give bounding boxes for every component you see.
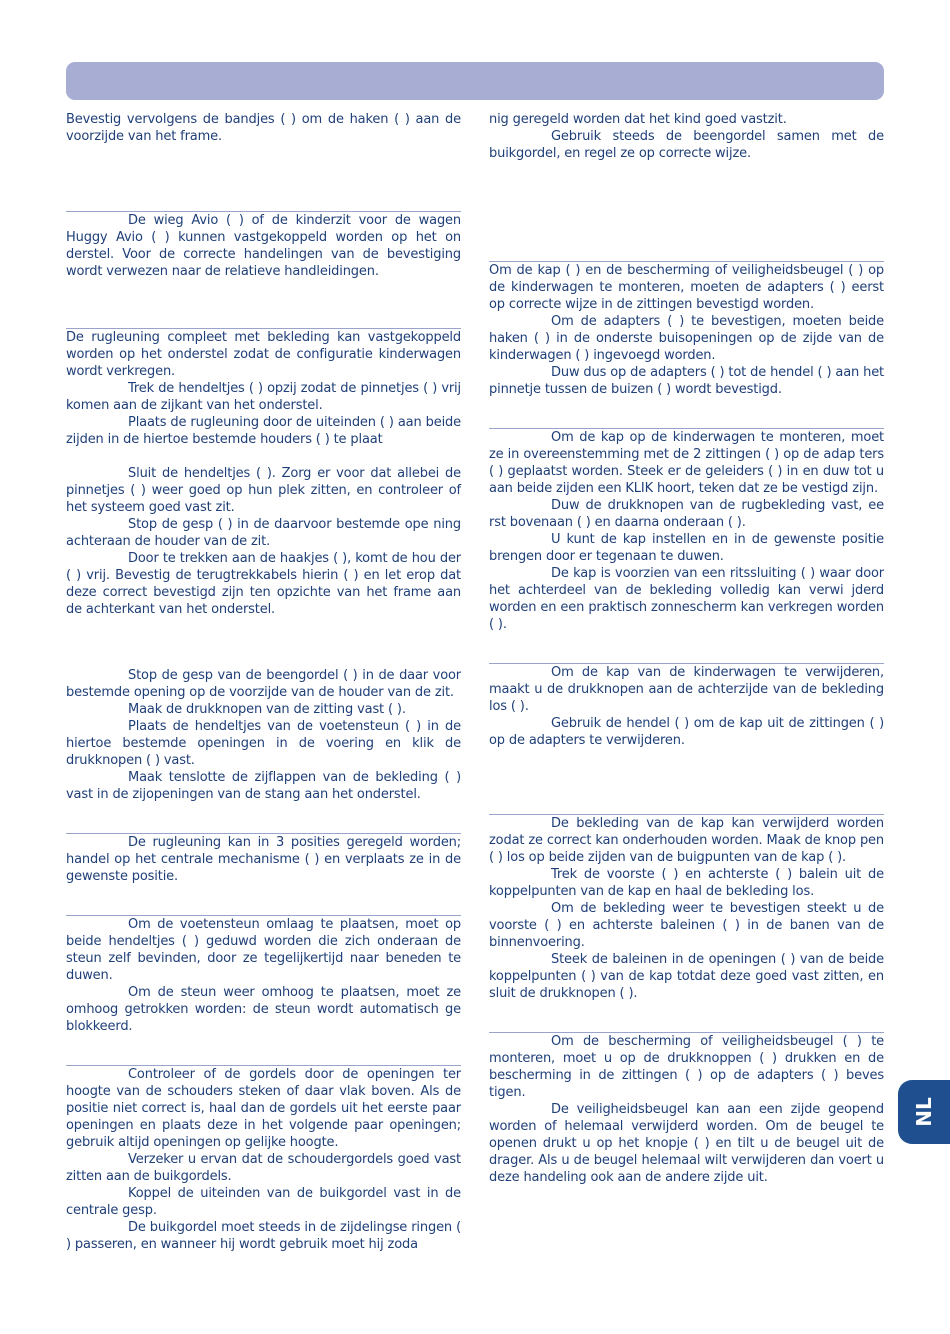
paragraph: Om de adapters ( ) te bevestigen, moeten beide haken ( ) in de onderste buisopeningen op de zijde van de kinderwagen ( ) ingevoegd worden. bbox=[489, 314, 884, 363]
paragraph: Om de bescherming of veiligheidsbeugel ( ) te monteren, moet u op de drukknoppen ( ) drukken en de bescherming in de zittingen ( ) op de adapters ( ) beves tigen. bbox=[489, 1034, 884, 1100]
paragraph: Controleer of de gordels door de openingen ter hoogte van de schouders steken of daar vlak boven. Als de positie niet correct is, haal dan de gordels uit het eerste paar openingen en plaats deze in het volgende paar openingen; gebruik altijd openingen op gelijke hoogte. bbox=[66, 1067, 461, 1150]
paragraph: Steek de baleinen in de openingen ( ) van de beide koppelpunten ( ) van de kap totdat deze goed vast zitten, en sluit de drukknopen ( ). bbox=[489, 952, 884, 1001]
language-tab bbox=[898, 1080, 950, 1144]
paragraph: Koppel de uiteinden van de buikgordel vast in de centrale gesp. bbox=[66, 1186, 461, 1218]
paragraph: Om de kap van de kinderwagen te verwijderen, maakt u de drukknopen aan de achterzijde van de bekleding los ( ). bbox=[489, 665, 884, 714]
paragraph: Duw de drukknopen van de rugbekleding vast, ee rst bovenaan ( ) en daarna onderaan ( ). bbox=[489, 498, 884, 530]
header-bar bbox=[66, 62, 884, 100]
paragraph: Gebruik steeds de beengordel samen met de buikgordel, en regel ze op correcte wijze. bbox=[489, 129, 884, 161]
paragraph: Om de bekleding weer te bevestigen steekt u de voorste ( ) en achterste baleinen ( ) in de banen van de binnenvoering. bbox=[489, 901, 884, 950]
paragraph: Gebruik de hendel ( ) om de kap uit de zittingen ( ) op de adapters te verwijderen. bbox=[489, 716, 884, 748]
paragraph: Sluit de hendeltjes ( ). Zorg er voor dat allebei de pinnetjes ( ) weer goed op hun plek zitten, en controleer of het systeem goed vast zit. bbox=[66, 466, 461, 515]
paragraph: Maak tenslotte de zijflappen van de bekleding ( ) vast in de zijopeningen van de stang aan het onderstel. bbox=[66, 770, 461, 802]
left-column bbox=[66, 111, 461, 1253]
paragraph: Om de voetensteun omlaag te plaatsen, moet op beide hendeltjes ( ) geduwd worden die zich onderaan de steun zelf bevinden, door ze tegelijkertijd naar beneden te duwen. bbox=[66, 917, 461, 983]
language-tab-label: NL bbox=[912, 1097, 936, 1127]
paragraph: Plaats de rugleuning door de uiteinden ( ) aan beide zijden in de hiertoe bestemde houders ( ) te plaat bbox=[66, 415, 461, 447]
paragraph: Door te trekken aan de haakjes ( ), komt de hou der ( ) vrij. Bevestig de terugtrekkabels hierin ( ) en let erop dat deze correct bevestigd zijn ten opzichte van het frame aan de achterkant van het onderstel. bbox=[66, 551, 461, 617]
paragraph: De rugleuning compleet met bekleding kan vastgekoppeld worden op het onderstel zodat de configuratie kinderwagen wordt verkregen. bbox=[66, 330, 461, 379]
paragraph: Om de kap ( ) en de bescherming of veiligheidsbeugel ( ) op de kinderwagen te monteren, moeten de adapters ( ) eerst op correcte wijze in de zittingen bevestigd worden. bbox=[489, 263, 884, 312]
paragraph: Trek de voorste ( ) en achterste ( ) balein uit de koppelpunten van de kap en haal de bekleding los. bbox=[489, 867, 884, 899]
paragraph: Verzeker u ervan dat de schoudergordels goed vast zitten aan de buikgordels. bbox=[66, 1152, 461, 1184]
paragraph: Bevestig vervolgens de bandjes ( ) om de haken ( ) aan de voorzijde van het frame. bbox=[66, 112, 461, 144]
paragraph: Trek de hendeltjes ( ) opzij zodat de pinnetjes ( ) vrij komen aan de zijkant van het onderstel. bbox=[66, 381, 461, 413]
paragraph: De rugleuning kan in 3 posities geregeld worden; handel op het centrale mechanisme ( ) en verplaats ze in de gewenste positie. bbox=[66, 835, 461, 884]
paragraph: De bekleding van de kap kan verwijderd worden zodat ze correct kan onderhouden worden. Maak de knop pen ( ) los op beide zijden van de buigpunten van de kap ( ). bbox=[489, 816, 884, 865]
paragraph: De veiligheidsbeugel kan aan een zijde geopend worden of helemaal verwijderd worden. Om de beugel te openen drukt u op het knopje ( ) en tilt u de beugel uit de drager. Als u de beugel helemaal wilt verwijderen dan voert u deze handeling ook aan de andere zijde uit. bbox=[489, 1102, 884, 1185]
paragraph: nig geregeld worden dat het kind goed vastzit. bbox=[489, 112, 787, 127]
paragraph: Stop de gesp ( ) in de daarvoor bestemde ope ning achteraan de houder van de zit. bbox=[66, 517, 461, 549]
paragraph: Plaats de hendeltjes van de voetensteun ( ) in de hiertoe bestemde openingen in de voering en klik de drukknopen ( ) vast. bbox=[66, 719, 461, 768]
paragraph: Om de kap op de kinderwagen te monteren, moet ze in overeenstemming met de 2 zittingen ( ) op de adap ters ( ) geplaatst worden. Steek er de geleiders ( ) in en duw tot u aan beide zijden een KLIK hoort, teken dat ze be vestigd zijn. bbox=[489, 430, 884, 496]
paragraph: Maak de drukknopen van de zitting vast ( ). bbox=[128, 702, 406, 717]
right-column bbox=[489, 111, 884, 1186]
paragraph: De wieg Avio ( ) of de kinderzit voor de wagen Huggy Avio ( ) kunnen vastgekoppeld worden op het on derstel. Voor de correcte handelingen van de bevestiging wordt verwezen naar de relatieve handleidingen. bbox=[66, 213, 461, 279]
paragraph: Stop de gesp van de beengordel ( ) in de daar voor bestemde opening op de voorzijde van de houder van de zit. bbox=[66, 668, 461, 700]
paragraph: Duw dus op de adapters ( ) tot de hendel ( ) aan het pinnetje tussen de buizen ( ) wordt bevestigd. bbox=[489, 365, 884, 397]
paragraph: U kunt de kap instellen en in de gewenste positie brengen door er tegenaan te duwen. bbox=[489, 532, 884, 564]
paragraph: De kap is voorzien van een ritssluiting ( ) waar door het achterdeel van de bekleding volledig kan verwi jderd worden en een praktisch zonnescherm kan verkregen worden ( ). bbox=[489, 566, 884, 632]
paragraph: De buikgordel moet steeds in de zijdelingse ringen ( ) passeren, en wanneer hij wordt gebruik moet hij zoda bbox=[66, 1220, 461, 1252]
paragraph: Om de steun weer omhoog te plaatsen, moet ze omhoog getrokken worden: de steun wordt automatisch ge blokkeerd. bbox=[66, 985, 461, 1034]
